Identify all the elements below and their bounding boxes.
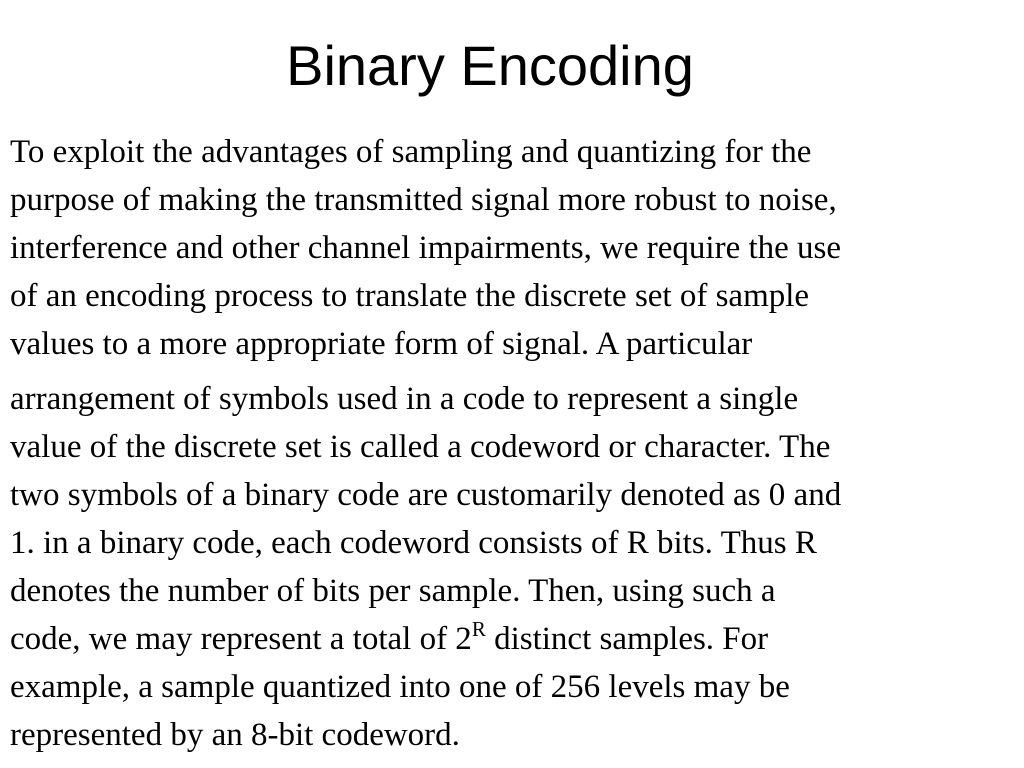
text-line: two symbols of a binary code are customarily denoted as 0 and — [10, 477, 842, 513]
slide-title: Binary Encoding — [286, 34, 694, 97]
text-line: values to a more appropriate form of signal. A particular — [10, 326, 753, 362]
text-line: value of the discrete set is called a codeword or character. The — [10, 429, 831, 465]
text-line: arrangement of symbols used in a code to represent a single — [10, 381, 799, 417]
paragraph-intro — [10, 128, 1022, 368]
text-line: example, a sample quantized into one of 256 levels may be — [10, 669, 790, 705]
text-line: of an encoding process to translate the discrete set of sample — [10, 278, 810, 314]
text-line: To exploit the advantages of sampling and quantizing for the — [10, 134, 812, 170]
text-line: purpose of making the transmitted signal more robust to noise, — [10, 182, 837, 218]
formula-line — [10, 615, 1022, 663]
text-line: represented by an 8-bit codeword. — [10, 717, 460, 753]
exponent-superscript: R — [471, 617, 486, 641]
text-line: interference and other channel impairments, we require the use — [10, 230, 842, 266]
formula-text-after: distinct samples. For — [485, 621, 769, 657]
formula-text-before: code, we may represent a total of 2 — [10, 621, 472, 657]
text-line: 1. in a binary code, each codeword consists of R bits. Thus R — [10, 525, 817, 561]
paragraph-codeword — [10, 375, 1022, 759]
text-line: denotes the number of bits per sample. Then, using such a — [10, 573, 776, 609]
